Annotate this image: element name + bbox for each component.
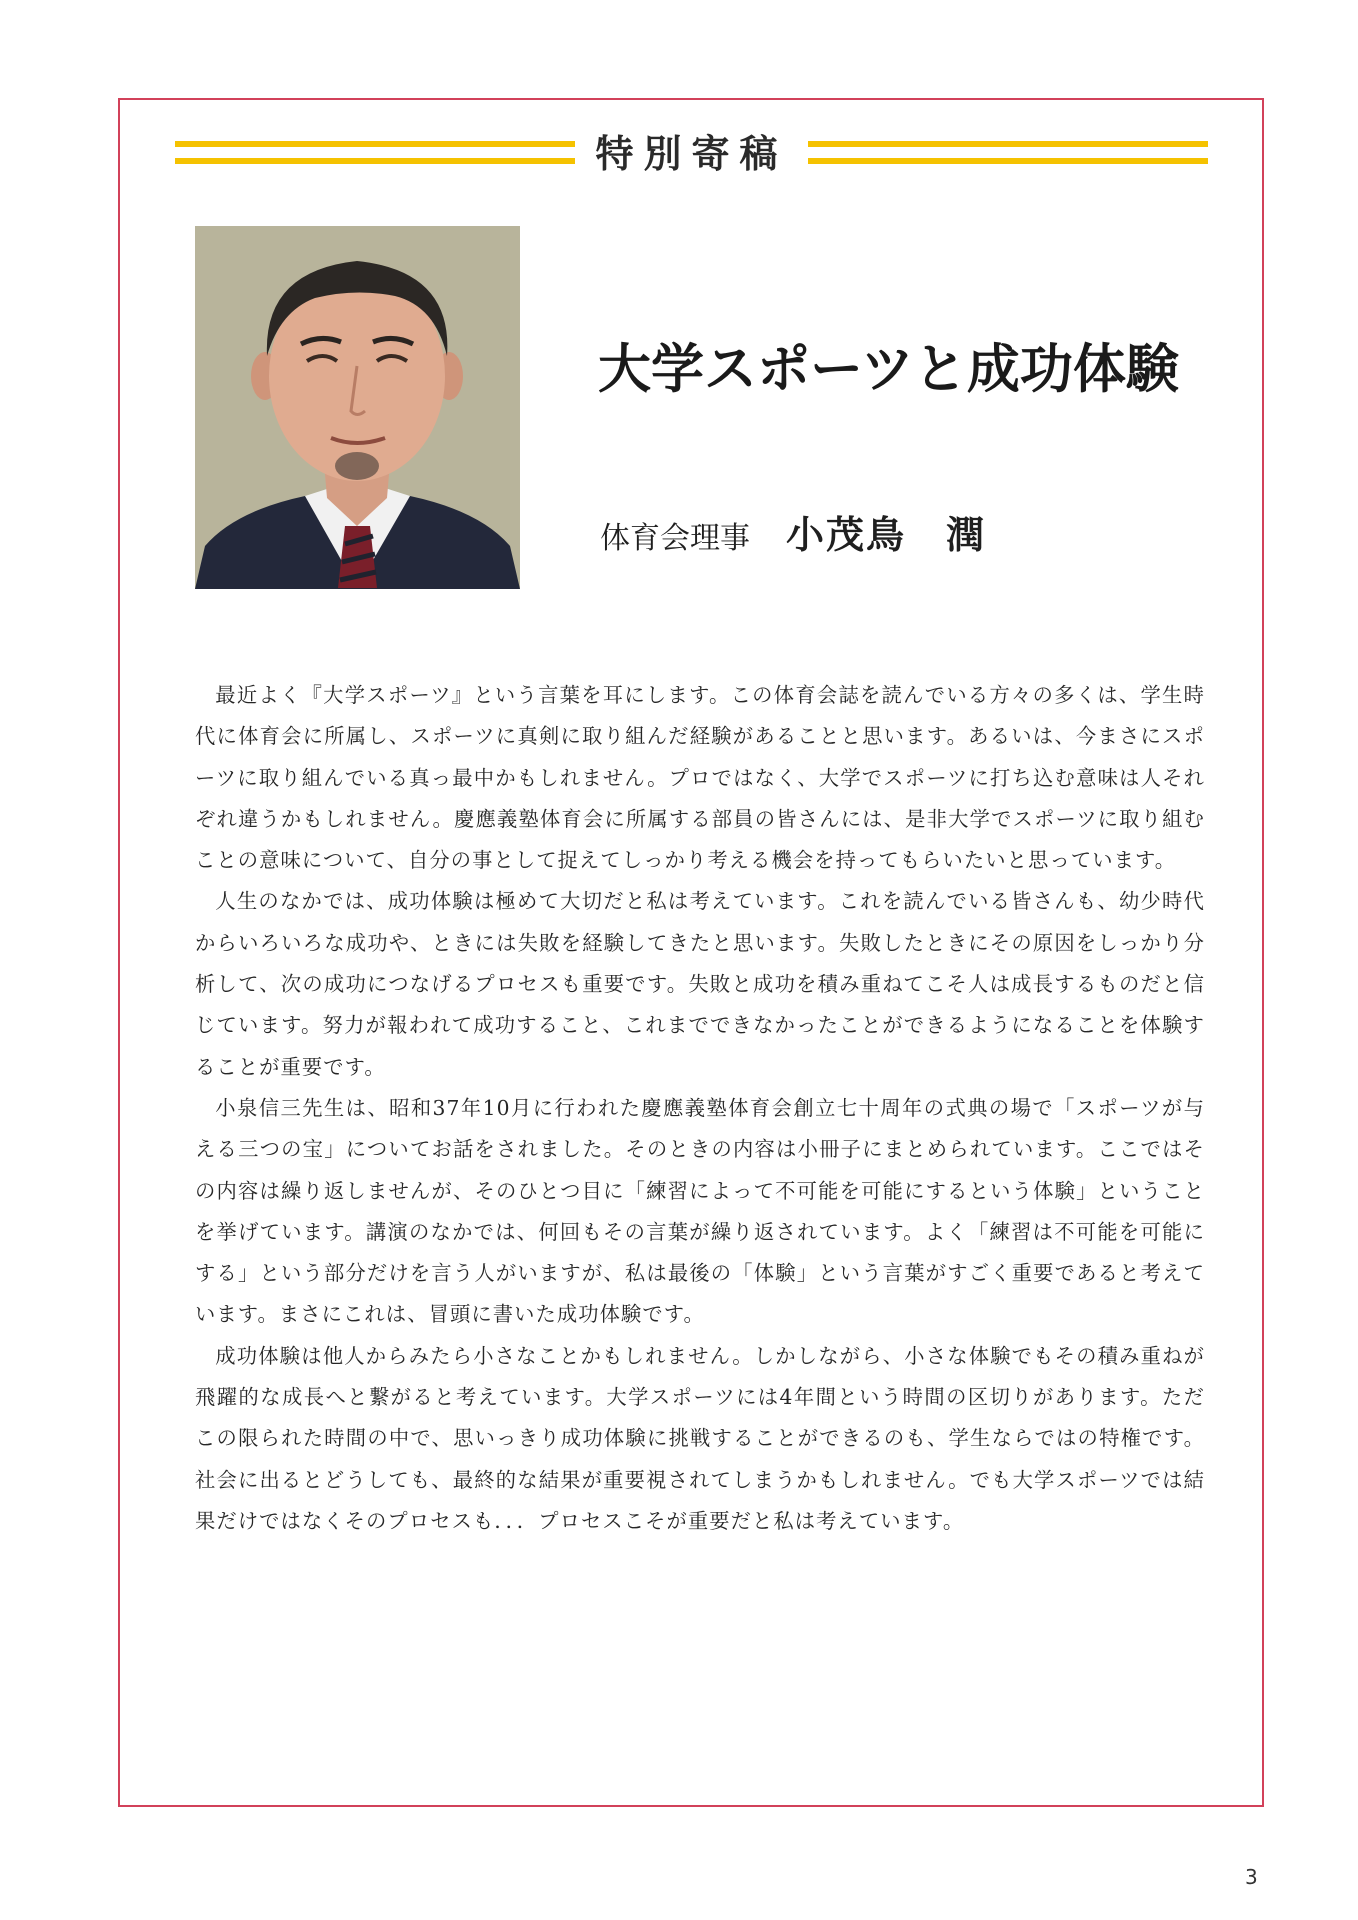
author-role: 体育会理事 [600,521,750,556]
author-byline [600,505,986,565]
body-paragraph: 成功体験は他人からみたら小さなことかもしれません。しかしながら、小さな体験でもその積み重ねが飛躍的な成長へと繋がると考えています。大学スポーツには4年間という時間の区切りがあります。ただこの限られた時間の中で、思いっきり成功体験に挑戦することができるのも、学生ならではの特権です。社会に出るとどうしても、最終的な結果が重要視されてしまうかもしれません。でも大学スポーツでは結果だけではなくそのプロセスも．．．プロセスこそが重要だと私は考えています。 [195,1343,1205,1533]
section-label: 特別寄稿 [595,132,788,176]
body-paragraph: 最近よく『大学スポーツ』という言葉を耳にします。この体育会誌を読んでいる方々の多くは、学生時代に体育会に所属し、スポーツに真剣に取り組んだ経験があることと思います。あるいは、今まさにスポーツに取り組んでいる真っ最中かもしれません。プロではなく、大学でスポーツに打ち込む意味は人それぞれ違うかもしれません。慶應義塾体育会に所属する部員の皆さんには、是非大学でスポーツに取り組むことの意味について、自分の事として捉えてしっかり考える機会を持ってもらいたいと思っています。 [195,683,1205,873]
article-title: 大学スポーツと成功体験 [598,339,1179,400]
article-body [195,675,1205,1635]
author-portrait-photo-icon [195,226,520,589]
body-paragraph: 小泉信三先生は、昭和37年10月に行われた慶應義塾体育会創立七十周年の式典の場で「スポーツが与える三つの宝」についてお話をされました。そのときの内容は小冊子にまとめられています。ここではその内容は繰り返しませんが、そのひとつ目に「練習によって不可能を可能にするという体験」ということを挙げています。講演のなかでは、何回もその言葉が繰り返されています。よく「練習は不可能を可能にする」という部分だけを言う人がいますが、私は最後の「体験」という言葉がすごく重要であると考えています。まさにこれは、冒頭に書いた成功体験です。 [195,1095,1205,1327]
author-name: 小茂鳥 潤 [786,513,987,557]
header-rule-left [175,141,575,165]
page-number: 3 [1245,1865,1258,1889]
body-paragraph: 人生のなかでは、成功体験は極めて大切だと私は考えています。これを読んでいる皆さんも、幼少時代からいろいろな成功や、ときには失敗を経験してきたと思います。失敗したときにその原因をしっかり分析して、次の成功につなげるプロセスも重要です。失敗と成功を積み重ねてこそ人は成長するものだと信じています。努力が報われて成功すること、これまでできなかったことができるようになることを体験することが重要です。 [195,889,1205,1079]
author-portrait [195,226,520,589]
header-rule-right [808,141,1208,165]
